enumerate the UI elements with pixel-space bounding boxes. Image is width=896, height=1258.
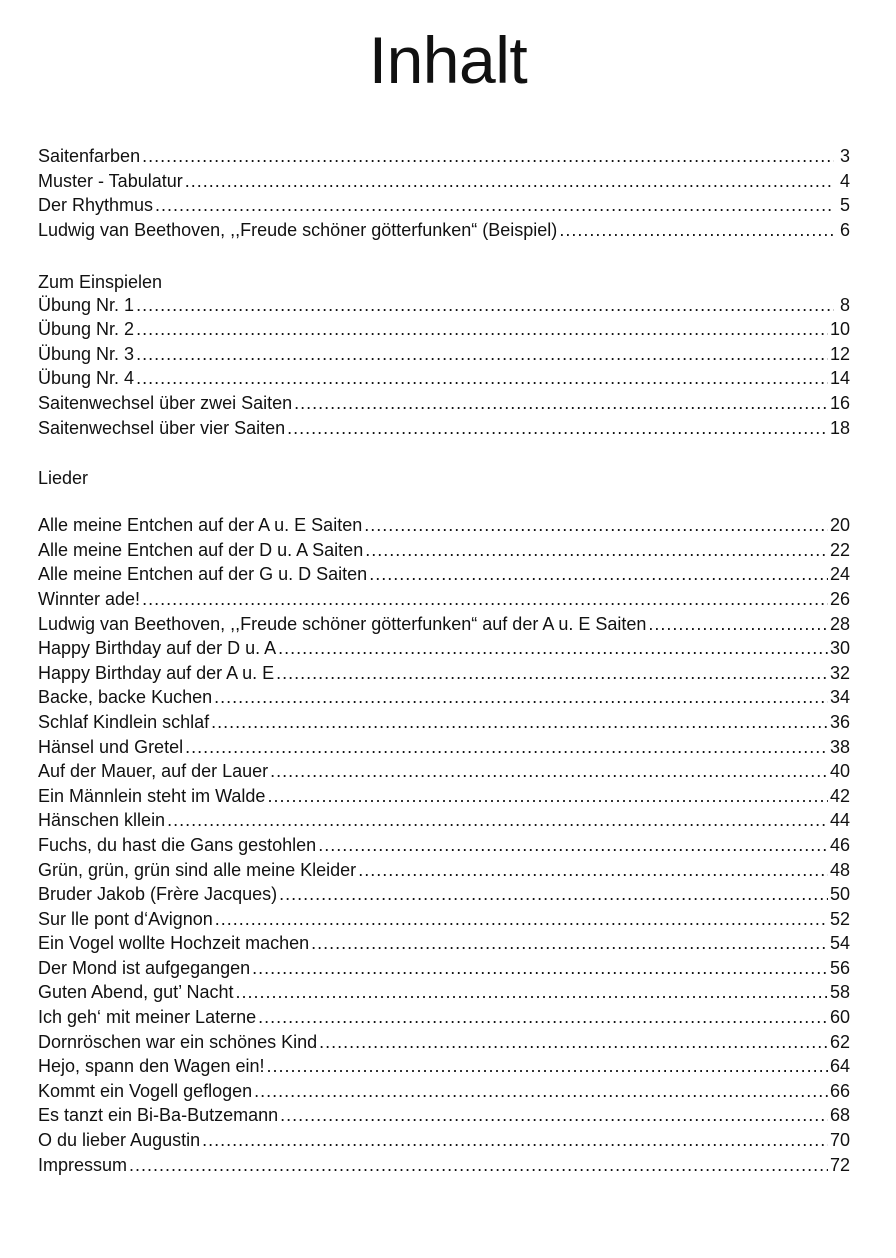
toc-entry-title: Alle meine Entchen auf der A u. E Saiten <box>38 515 363 536</box>
toc-entry-page: 32 <box>829 662 850 683</box>
toc-entry-title: Ludwig van Beethoven, ,,Freude schöner götterfunken“ auf der A u. E Saiten <box>38 613 647 634</box>
dot-leader <box>318 835 828 856</box>
dot-leader <box>364 515 828 536</box>
toc-entry <box>38 835 850 860</box>
toc-entry <box>38 564 850 589</box>
toc-entry-page: 28 <box>829 613 850 634</box>
dot-leader <box>136 344 828 365</box>
toc-entry-page: 70 <box>829 1130 850 1151</box>
toc-entry-page: 8 <box>839 294 850 315</box>
toc-entry-title: Hejo, spann den Wagen ein! <box>38 1056 265 1077</box>
toc-entry <box>38 687 850 712</box>
toc-entry <box>38 1105 850 1130</box>
dot-leader <box>311 933 828 954</box>
toc-entry <box>38 638 850 663</box>
toc-entry-page: 12 <box>829 343 850 364</box>
dot-leader <box>214 687 828 708</box>
toc-entry-page: 56 <box>829 957 850 978</box>
toc-entry-page: 10 <box>829 319 850 340</box>
toc-entry <box>38 1032 850 1057</box>
dot-leader <box>136 368 828 389</box>
toc-entry <box>38 737 850 762</box>
toc-entry-page: 52 <box>829 908 850 929</box>
toc-entry-title: Dornröschen war ein schönes Kind <box>38 1031 318 1052</box>
dot-leader <box>287 418 828 439</box>
toc-entry-page: 22 <box>829 539 850 560</box>
toc-entry <box>38 368 850 393</box>
dot-leader <box>252 958 828 979</box>
dot-leader <box>270 761 828 782</box>
toc-entry <box>38 344 850 369</box>
dot-leader <box>280 1105 828 1126</box>
toc-entry-page: 38 <box>829 736 850 757</box>
toc-entry <box>38 933 850 958</box>
toc-entry <box>38 810 850 835</box>
dot-leader <box>167 810 828 831</box>
toc-entry <box>38 712 850 737</box>
dot-leader <box>185 737 828 758</box>
toc-entry <box>38 418 850 443</box>
toc-entry-page: 5 <box>839 195 850 216</box>
toc-entry-title: Happy Birthday auf der A u. E <box>38 662 275 683</box>
toc-entry <box>38 393 850 418</box>
toc-entry-page: 44 <box>829 810 850 831</box>
toc-entry <box>38 319 850 344</box>
toc-entry-title: Übung Nr. 4 <box>38 368 135 389</box>
toc-entry-page: 40 <box>829 761 850 782</box>
toc-section-warmup <box>38 270 850 442</box>
toc-entry <box>38 982 850 1007</box>
toc-entry-page: 60 <box>829 1007 850 1028</box>
toc-entry <box>38 1130 850 1155</box>
toc-entry-page: 72 <box>829 1154 850 1175</box>
section-heading-songs: Lieder <box>38 468 89 488</box>
dot-leader <box>136 319 828 340</box>
dot-leader <box>278 638 828 659</box>
toc-entry-page: 26 <box>829 588 850 609</box>
toc-entry <box>38 1081 850 1106</box>
dot-leader <box>211 712 828 733</box>
toc-entry <box>38 884 850 909</box>
toc-entry-page: 14 <box>829 368 850 389</box>
toc-entry-title: Impressum <box>38 1154 128 1175</box>
toc-entry-title: Es tanzt ein Bi-Ba-Butzemann <box>38 1105 279 1126</box>
dot-leader <box>358 860 828 881</box>
toc-entry-title: O du lieber Augustin <box>38 1130 201 1151</box>
toc-entry <box>38 761 850 786</box>
section-heading-warmup: Zum Einspielen <box>38 272 163 292</box>
dot-leader <box>254 1081 828 1102</box>
toc-entry-page: 48 <box>829 859 850 880</box>
toc-entry-page: 3 <box>839 146 850 166</box>
toc-entry-page: 20 <box>829 515 850 536</box>
dot-leader <box>235 982 828 1003</box>
toc-entry-title: Schlaf Kindlein schlaf <box>38 711 210 732</box>
toc-entry-title: Kommt ein Vogell geflogen <box>38 1080 253 1101</box>
toc-entry <box>38 909 850 934</box>
toc-entry-page: 4 <box>839 170 850 191</box>
toc-entry-title: Grün, grün, grün sind alle meine Kleider <box>38 859 357 880</box>
toc-entry <box>38 146 850 171</box>
toc-entry-title: Backe, backe Kuchen <box>38 687 213 708</box>
toc-entry <box>38 540 850 565</box>
dot-leader <box>276 663 828 684</box>
toc-entry-title: Übung Nr. 2 <box>38 319 135 340</box>
dot-leader <box>185 171 834 192</box>
dot-leader <box>279 884 828 905</box>
toc-entry-page: 34 <box>829 687 850 708</box>
toc-entry-title: Auf der Mauer, auf der Lauer <box>38 761 269 782</box>
page-title: Inhalt <box>368 23 528 97</box>
toc-entry-page: 64 <box>829 1056 850 1077</box>
toc-entry-page: 46 <box>829 834 850 855</box>
toc-entry-page: 54 <box>829 933 850 954</box>
toc-entry-title: Saitenwechsel über vier Saiten <box>38 417 286 438</box>
toc-entry-title: Winnter ade! <box>38 588 141 609</box>
toc-entry-title: Übung Nr. 1 <box>38 294 135 315</box>
toc-entry-page: 42 <box>829 785 850 806</box>
toc-entry-title: Saitenwechsel über zwei Saiten <box>38 392 293 413</box>
toc-entry-page: 50 <box>829 884 850 905</box>
toc-entry <box>38 663 850 688</box>
toc-entry-page: 16 <box>829 392 850 413</box>
toc-entry <box>38 786 850 811</box>
dot-leader <box>215 909 828 930</box>
toc-entry-title: Muster - Tabulatur <box>38 170 183 191</box>
toc-entry <box>38 220 850 245</box>
toc-entry-page: 30 <box>829 638 850 659</box>
toc-entry <box>38 1007 850 1032</box>
dot-leader <box>202 1130 828 1151</box>
toc-entry <box>38 515 850 540</box>
toc-entry-page: 68 <box>829 1105 850 1126</box>
toc-entry-title: Guten Abend, gut’ Nacht <box>38 982 234 1003</box>
toc-entry <box>38 589 850 614</box>
toc-entry-title: Alle meine Entchen auf der D u. A Saiten <box>38 539 364 560</box>
toc-entry-title: Saitenfarben <box>38 146 141 166</box>
toc-entry <box>38 171 850 196</box>
dot-leader <box>369 564 828 585</box>
toc-entry-title: Ein Männlein steht im Walde <box>38 785 266 806</box>
toc-entry-page: 58 <box>829 982 850 1003</box>
dot-leader <box>648 614 828 635</box>
toc-entry-page: 6 <box>839 219 850 240</box>
dot-leader <box>258 1007 828 1028</box>
dot-leader <box>155 195 834 216</box>
dot-leader <box>559 220 834 241</box>
toc-entry <box>38 614 850 639</box>
dot-leader <box>142 146 834 167</box>
toc-entry-page: 62 <box>829 1031 850 1052</box>
toc-section-general <box>38 146 850 244</box>
toc-entry-title: Der Rhythmus <box>38 195 154 216</box>
toc-entry-title: Hänsel und Gretel <box>38 736 184 757</box>
dot-leader <box>267 1056 828 1077</box>
toc-entry <box>38 195 850 220</box>
dot-leader <box>267 786 828 807</box>
toc-entry-title: Ludwig van Beethoven, ,,Freude schöner götterfunken“ (Beispiel) <box>38 219 558 240</box>
toc-entry-page: 36 <box>829 711 850 732</box>
dot-leader <box>142 589 828 610</box>
toc-entry-title: Ein Vogel wollte Hochzeit machen <box>38 933 310 954</box>
toc-entry-page: 18 <box>829 417 850 438</box>
toc-entry <box>38 1155 850 1180</box>
toc-entry-page: 66 <box>829 1080 850 1101</box>
toc-entry-title: Sur lle pont d‘Avignon <box>38 908 213 929</box>
toc-entry-title: Hänschen kllein <box>38 810 166 831</box>
toc-entry-page: 24 <box>829 564 850 585</box>
toc-entry-title: Übung Nr. 3 <box>38 343 135 364</box>
toc-entry <box>38 295 850 320</box>
dot-leader <box>129 1155 828 1176</box>
toc-entry <box>38 1056 850 1081</box>
toc-entry-title: Fuchs, du hast die Gans gestohlen <box>38 834 317 855</box>
toc-entry <box>38 860 850 885</box>
dot-leader <box>319 1032 828 1053</box>
toc-entry-title: Der Mond ist aufgegangen <box>38 957 251 978</box>
toc-entry-title: Alle meine Entchen auf der G u. D Saiten <box>38 564 368 585</box>
dot-leader <box>294 393 828 414</box>
toc-entry-title: Ich geh‘ mit meiner Laterne <box>38 1007 257 1028</box>
dot-leader <box>136 295 834 316</box>
toc-section-songs <box>38 466 850 1179</box>
toc-entry-title: Happy Birthday auf der D u. A <box>38 638 277 659</box>
dot-leader <box>365 540 828 561</box>
toc-entry <box>38 958 850 983</box>
toc-entry-title: Bruder Jakob (Frère Jacques) <box>38 884 278 905</box>
